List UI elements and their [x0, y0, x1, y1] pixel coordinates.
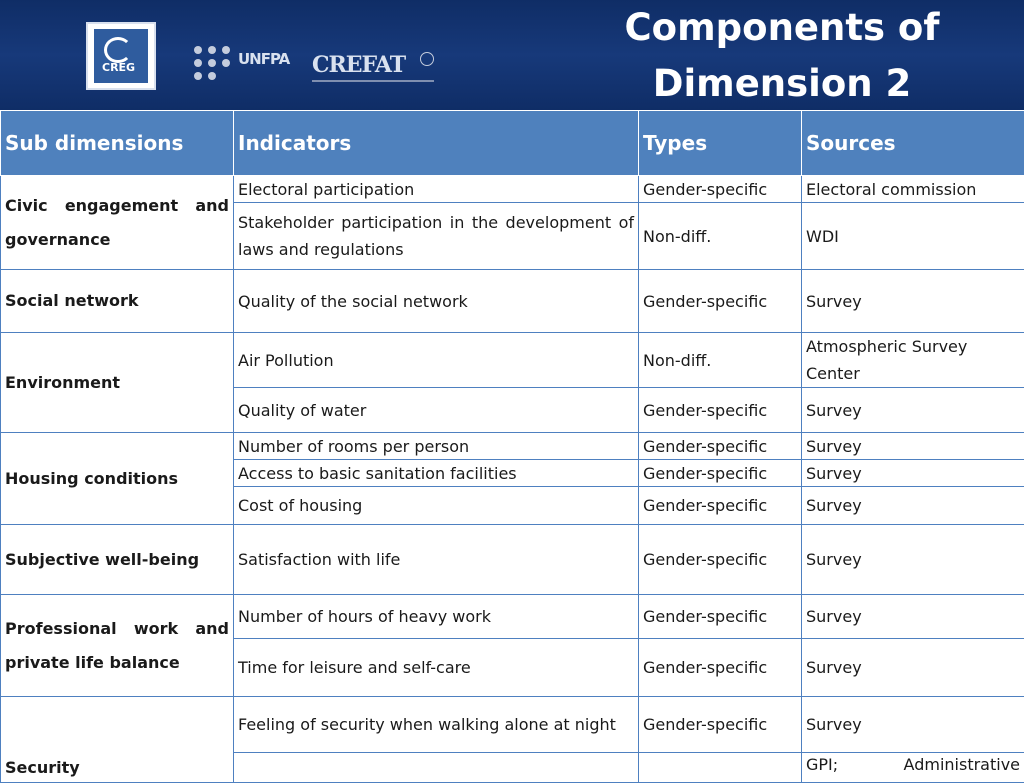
- undp-dots-logo: [194, 46, 238, 82]
- crefat-logo: CREFAT: [312, 52, 405, 78]
- indicator-cell: Feeling of security when walking alone at night: [234, 697, 639, 753]
- type-cell: Gender-specific: [639, 388, 802, 433]
- header-sources: Sources: [802, 111, 1024, 176]
- type-cell: Gender-specific: [639, 697, 802, 753]
- sub-dimension-cell: Housing conditions: [1, 433, 234, 525]
- page-title-line-2: Dimension 2: [560, 56, 1004, 112]
- indicator-cell: Electoral participation: [234, 176, 639, 203]
- type-cell: Non-diff.: [639, 333, 802, 388]
- source-cell: GPI; Administrative: [802, 753, 1024, 783]
- type-cell: Gender-specific: [639, 639, 802, 697]
- type-cell: Gender-specific: [639, 433, 802, 460]
- table-row: [1, 697, 1024, 753]
- source-cell: Survey: [802, 433, 1024, 460]
- page-title: [560, 0, 1004, 112]
- sub-dimension-cell: Civic engagement and governance: [1, 176, 234, 270]
- table-row: [1, 595, 1024, 639]
- source-cell: Atmospheric Survey Center: [802, 333, 1024, 388]
- type-cell: Gender-specific: [639, 460, 802, 487]
- creg-logo-text: CREG: [102, 61, 135, 74]
- table-row: [1, 433, 1024, 460]
- table-row: [1, 333, 1024, 388]
- source-cell: Survey: [802, 487, 1024, 525]
- type-cell: Non-diff.: [639, 203, 802, 270]
- type-cell: Gender-specific: [639, 487, 802, 525]
- table-row: [1, 176, 1024, 203]
- source-cell: Survey: [802, 639, 1024, 697]
- indicator-cell: Number of rooms per person: [234, 433, 639, 460]
- header-indicators: Indicators: [234, 111, 639, 176]
- indicator-cell: Number of hours of heavy work: [234, 595, 639, 639]
- indicator-cell: Quality of the social network: [234, 270, 639, 333]
- indicator-cell: Quality of water: [234, 388, 639, 433]
- sub-dimension-cell: Environment: [1, 333, 234, 433]
- unfpa-logo: UNFPA: [238, 50, 289, 68]
- source-cell: Survey: [802, 525, 1024, 595]
- type-cell: Gender-specific: [639, 595, 802, 639]
- header-sub-dimensions: Sub dimensions: [1, 111, 234, 176]
- source-cell: Electoral commission: [802, 176, 1024, 203]
- creg-logo-emblem: [94, 29, 148, 83]
- source-cell: Survey: [802, 460, 1024, 487]
- indicator-cell: Air Pollution: [234, 333, 639, 388]
- source-cell: Survey: [802, 388, 1024, 433]
- header-types: Types: [639, 111, 802, 176]
- indicator-cell: Access to basic sanitation facilities: [234, 460, 639, 487]
- swirl-icon: [104, 37, 132, 63]
- source-cell: Survey: [802, 270, 1024, 333]
- indicator-cell: Stakeholder participation in the development of laws and regulations: [234, 203, 639, 270]
- sub-dimension-cell: Professional work and private life balance: [1, 595, 234, 697]
- crefat-underline: [312, 80, 434, 82]
- components-table: [0, 110, 1024, 783]
- source-cell: Survey: [802, 697, 1024, 753]
- header-banner: [0, 0, 1024, 112]
- type-cell: Gender-specific: [639, 270, 802, 333]
- indicator-cell: Cost of housing: [234, 487, 639, 525]
- type-cell: Gender-specific: [639, 525, 802, 595]
- indicator-cell: Satisfaction with life: [234, 525, 639, 595]
- sub-dimension-cell: Subjective well-being: [1, 525, 234, 595]
- source-cell: WDI: [802, 203, 1024, 270]
- sub-dimension-cell: Social network: [1, 270, 234, 333]
- page-title-line-1: Components of: [560, 0, 1004, 56]
- table-row: [1, 270, 1024, 333]
- sub-dimension-cell: Security: [1, 697, 234, 783]
- creg-logo: [86, 22, 156, 90]
- indicator-cell: Time for leisure and self-care: [234, 639, 639, 697]
- table-row: [1, 525, 1024, 595]
- type-cell: Gender-specific: [639, 176, 802, 203]
- source-cell: Survey: [802, 595, 1024, 639]
- globe-icon: [420, 52, 434, 66]
- table-header-row: [1, 111, 1024, 176]
